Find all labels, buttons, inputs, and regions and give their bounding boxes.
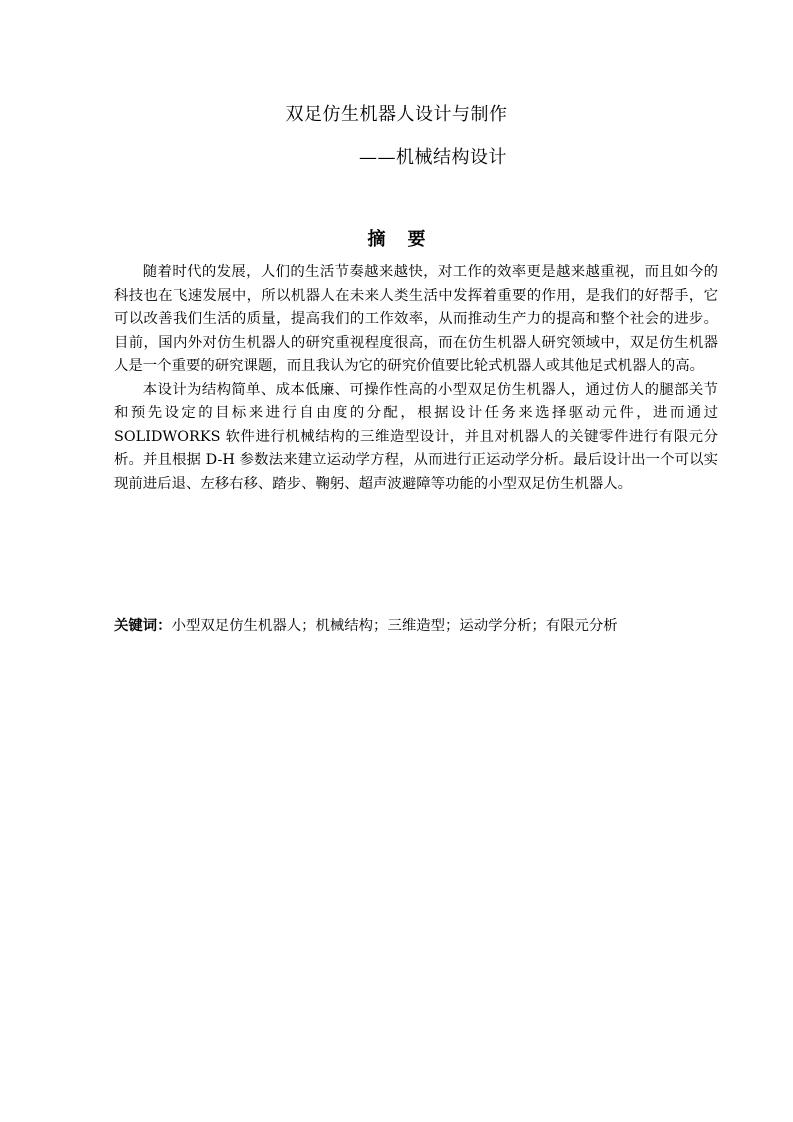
- abstract-heading-first-char: 摘: [367, 229, 386, 250]
- abstract-heading: [0, 228, 793, 252]
- document-title: 双足仿生机器人设计与制作: [285, 104, 508, 125]
- document-subtitle: ——机械结构设计: [359, 147, 507, 168]
- abstract-heading-second-char: 要: [407, 229, 426, 250]
- abstract-body: [114, 261, 718, 496]
- keywords-value: 小型双足仿生机器人；机械结构；三维造型；运动学分析；有限元分析: [171, 618, 618, 634]
- keywords-label: 关键词：: [114, 617, 172, 634]
- abstract-paragraph-2: 本设计为结构简单、成本低廉、可操作性高的小型双足仿生机器人，通过仿人的腿部关节和预先设定的目标来进行自由度的分配，根据设计任务来选择驱动元件，进而通过 SOLIDWORKS 软件进行机械结构的三维造型设计，并且对机器人的关键零件进行有限元分析。并且根据 D-H 参数法来建立运动学方程，从而进行正运动学分析。最后设计出一个可以实现前进后退、左移右移、踏步、鞠躬、超声波避障等功能的小型双足仿生机器人。: [114, 381, 718, 492]
- abstract-paragraph-1: 随着时代的发展，人们的生活节奏越来越快，对工作的效率更是越来越重视，而且如今的科技也在飞速发展中，所以机器人在未来人类生活中发挥着重要的作用，是我们的好帮手，它可以改善我们生活的质量，提高我们的工作效率，从而推动生产力的提高和整个社会的进步。目前，国内外对仿生机器人的研究重视程度很高，而在仿生机器人研究领域中，双足仿生机器人是一个重要的研究课题，而且我认为它的研究价值要比轮式机器人或其他足式机器人的高。: [114, 264, 718, 374]
- keywords-line: [114, 614, 718, 638]
